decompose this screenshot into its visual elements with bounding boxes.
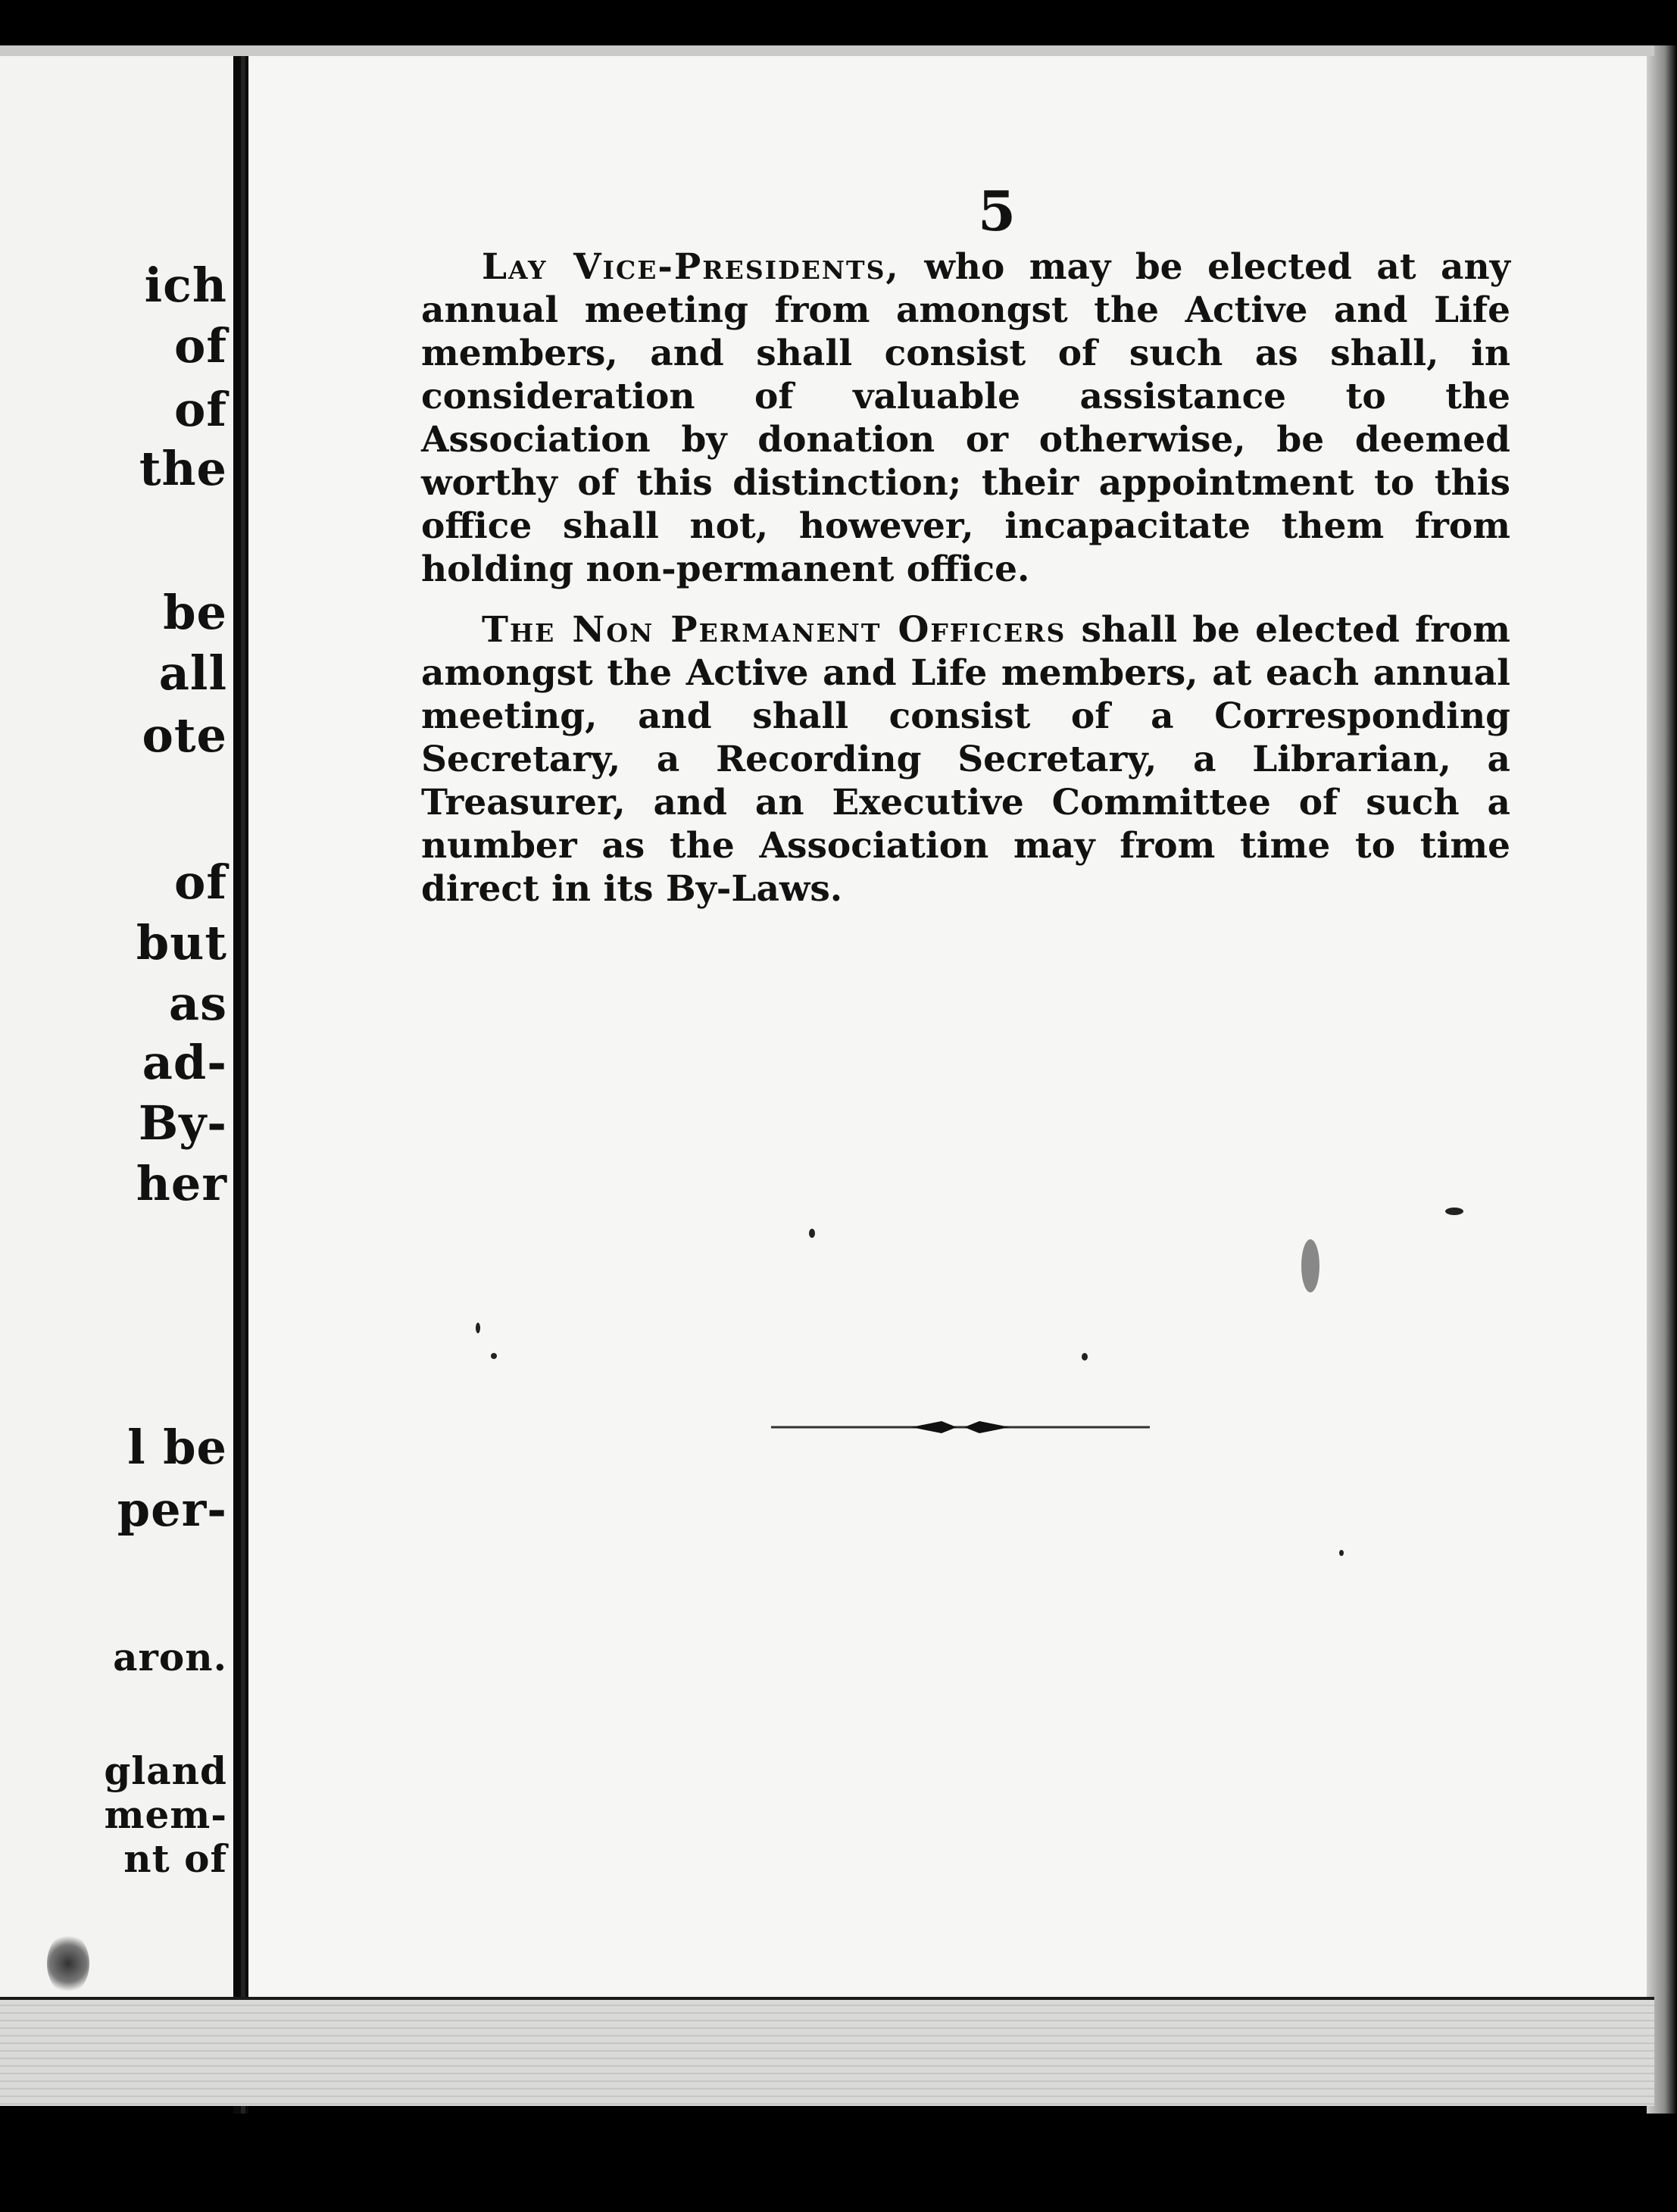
fragment-line: mem- (104, 1792, 227, 1837)
scan-top-band (0, 45, 1654, 56)
fragment-line: be (163, 585, 227, 640)
page-body (421, 245, 1510, 928)
paragraph-lead: Lay Vice-Presidents, (482, 246, 900, 288)
fragment-line: By- (138, 1095, 227, 1151)
ornament-diamond-left (911, 1421, 957, 1433)
fragment-line: the (139, 441, 227, 496)
ink-smudge (47, 1933, 89, 1994)
paragraph-lay-vice-presidents (421, 245, 1510, 591)
ink-speck (491, 1353, 497, 1359)
fragment-line: of (173, 854, 227, 910)
ink-speck (1082, 1353, 1088, 1361)
ink-speck (1339, 1550, 1344, 1556)
scan-bottom-band (0, 2000, 1654, 2106)
fragment-line: ad- (142, 1035, 227, 1090)
ink-speck (1445, 1208, 1463, 1215)
book-page (248, 50, 1654, 2103)
ink-speck (1301, 1239, 1319, 1292)
fragment-line: as (168, 976, 227, 1031)
ink-speck (809, 1229, 815, 1238)
ornament-diamond-right (964, 1421, 1010, 1433)
fragment-line: ich (144, 258, 227, 313)
fragment-line: l be (127, 1420, 227, 1475)
fragment-line: aron. (113, 1635, 227, 1679)
gutter-shadow (241, 45, 245, 2114)
paragraph-lead: The Non Permanent Officers (482, 609, 1066, 651)
ink-speck (476, 1323, 480, 1333)
paragraph-non-permanent-officers (421, 608, 1510, 911)
fragment-line: of (173, 318, 227, 373)
previous-page-strip (0, 55, 233, 2100)
page-right-edge (1647, 45, 1677, 2114)
page-number: 5 (977, 179, 1017, 243)
fragment-line: her (136, 1156, 227, 1211)
fragment-line: of (173, 382, 227, 437)
fragment-line: ote (142, 708, 227, 763)
paragraph-text: who may be elected at any annual meeting from amongst the Active and Life members, and shall consist of such as shall, in consideration of valuable assistance to the Association by donation or otherwise, be deemed worthy of this distinction; their appointment to this office shall not, however, incapacitate them from holding non-permanent office. (421, 246, 1510, 590)
fragment-line: gland (104, 1748, 227, 1793)
paragraph-text: shall be elected from amongst the Active and Life members, at each annual meeting, and shall consist of a Corresponding Secretary, a Recording Secretary, a Librarian, a Treasurer, and an Executive Committee of such a number as the Association may from time to time direct in its By-Laws. (421, 609, 1511, 910)
fragment-line: nt of (123, 1836, 227, 1881)
fragment-line: per- (117, 1482, 227, 1537)
fragment-line: but (136, 915, 227, 970)
fragment-line: all (158, 645, 227, 701)
section-end-ornament (771, 1412, 1150, 1442)
